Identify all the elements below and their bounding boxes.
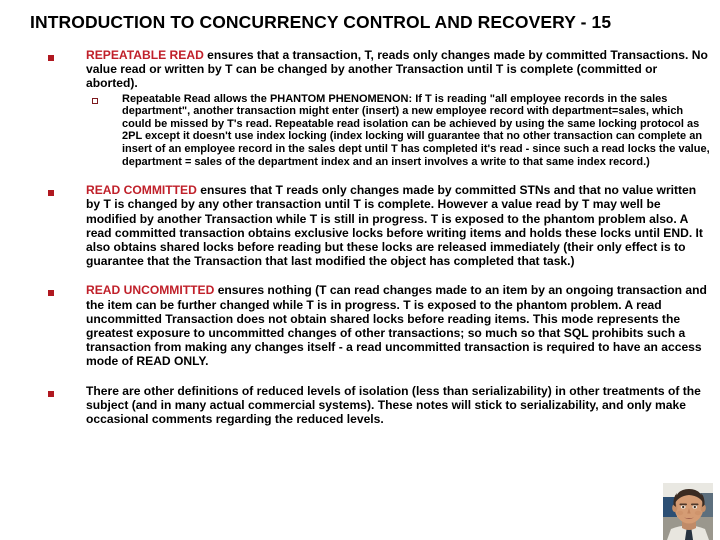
sub-bullet-text-phantom [122, 93, 712, 169]
portrait-illustration [663, 483, 713, 540]
bullet-body-read-uncommitted: ensures nothing (T can read changes made to an item by an ongoing transaction and the item can be further changed while T is in progress. T is exposed to the phantom problem. A read uncommitted Transaction does not obtain shared locks before reading items. This mode represents the greatest exposure to uncommitted changes of other transactions; so much so that SQL prohibits such a transaction from making any changes itself - a read uncommitted transaction is required to have an access mode of READ ONLY. [86, 283, 707, 369]
author-portrait-image [663, 483, 713, 540]
filled-square-bullet-icon [48, 190, 54, 196]
bullet-body-repeatable-read: ensures that a transaction, T, reads only changes made by committed Transactions. No value read or written by T can be changed by another Transaction until T is complete (committed or aborted). [86, 48, 708, 91]
keyword-read-committed: READ COMMITTED [86, 183, 197, 198]
bullet-text-other-definitions [86, 384, 712, 427]
bullet-body-read-committed: ensures that T reads only changes made by committed STNs and that no value written by T is changed by any other transaction until T is complete. However a value read by T may well be modified by another Transaction while T is still in progress. T is exposed to the phantom problem also. A read committed transaction obtains exclusive locks before writing items and holds these locks until END. It also obtains shared locks before reading but these locks are released immediately (their only effect is to guarantee that the Transaction that last modified the object has completed that task.) [86, 183, 703, 269]
bullet-text-read-uncommitted [86, 283, 712, 368]
bullet-item-read-committed [0, 183, 720, 268]
filled-square-bullet-icon [48, 290, 54, 296]
page-title: INTRODUCTION TO CONCURRENCY CONTROL AND RECOVERY - 15 [30, 12, 612, 32]
hollow-square-bullet-icon [92, 98, 98, 104]
bullet-item-repeatable-read [0, 48, 720, 168]
emphasis-phantom-phenomenon: PHANTOM PHENOMENON: [269, 92, 413, 105]
bullet-text-repeatable-read [86, 48, 712, 91]
bullet-body-other-definitions: There are other definitions of reduced levels of isolation (less than serializability) in other treatments of the subject (and in many actual commercial systems). These notes will stick to serializability, and only make occasional comments regarding the reduced levels. [86, 383, 701, 427]
bullet-item-read-uncommitted [0, 283, 720, 368]
bullet-text-read-committed [86, 183, 712, 268]
bullet-item-other-definitions [0, 384, 720, 427]
sub-bullet-phantom-phenomenon [86, 93, 712, 169]
slide-body [0, 48, 720, 426]
filled-square-bullet-icon [48, 391, 54, 397]
sub-bullet-post-text: If T is reading "all employee records in the sales department", another transaction might enter (insert) a new employee record with department=sales, which could be missed by T's read. Repeatable read isolation can be achieved by using the same locking protocol as 2PL except it doesn't use index locking (index locking will guarantee that no other transaction can complete an insert of an employee record in the sales dept until T has completed it's read - since such a read locks the value, department = sales of the department index and an insert involves a write to that same index record.) [122, 92, 710, 168]
sub-bullet-pre-text: Repeatable Read allows the [122, 92, 270, 105]
keyword-repeatable-read: REPEATABLE READ [86, 48, 204, 62]
filled-square-bullet-icon [48, 55, 54, 61]
keyword-read-uncommitted: READ UNCOMMITTED [86, 283, 215, 298]
